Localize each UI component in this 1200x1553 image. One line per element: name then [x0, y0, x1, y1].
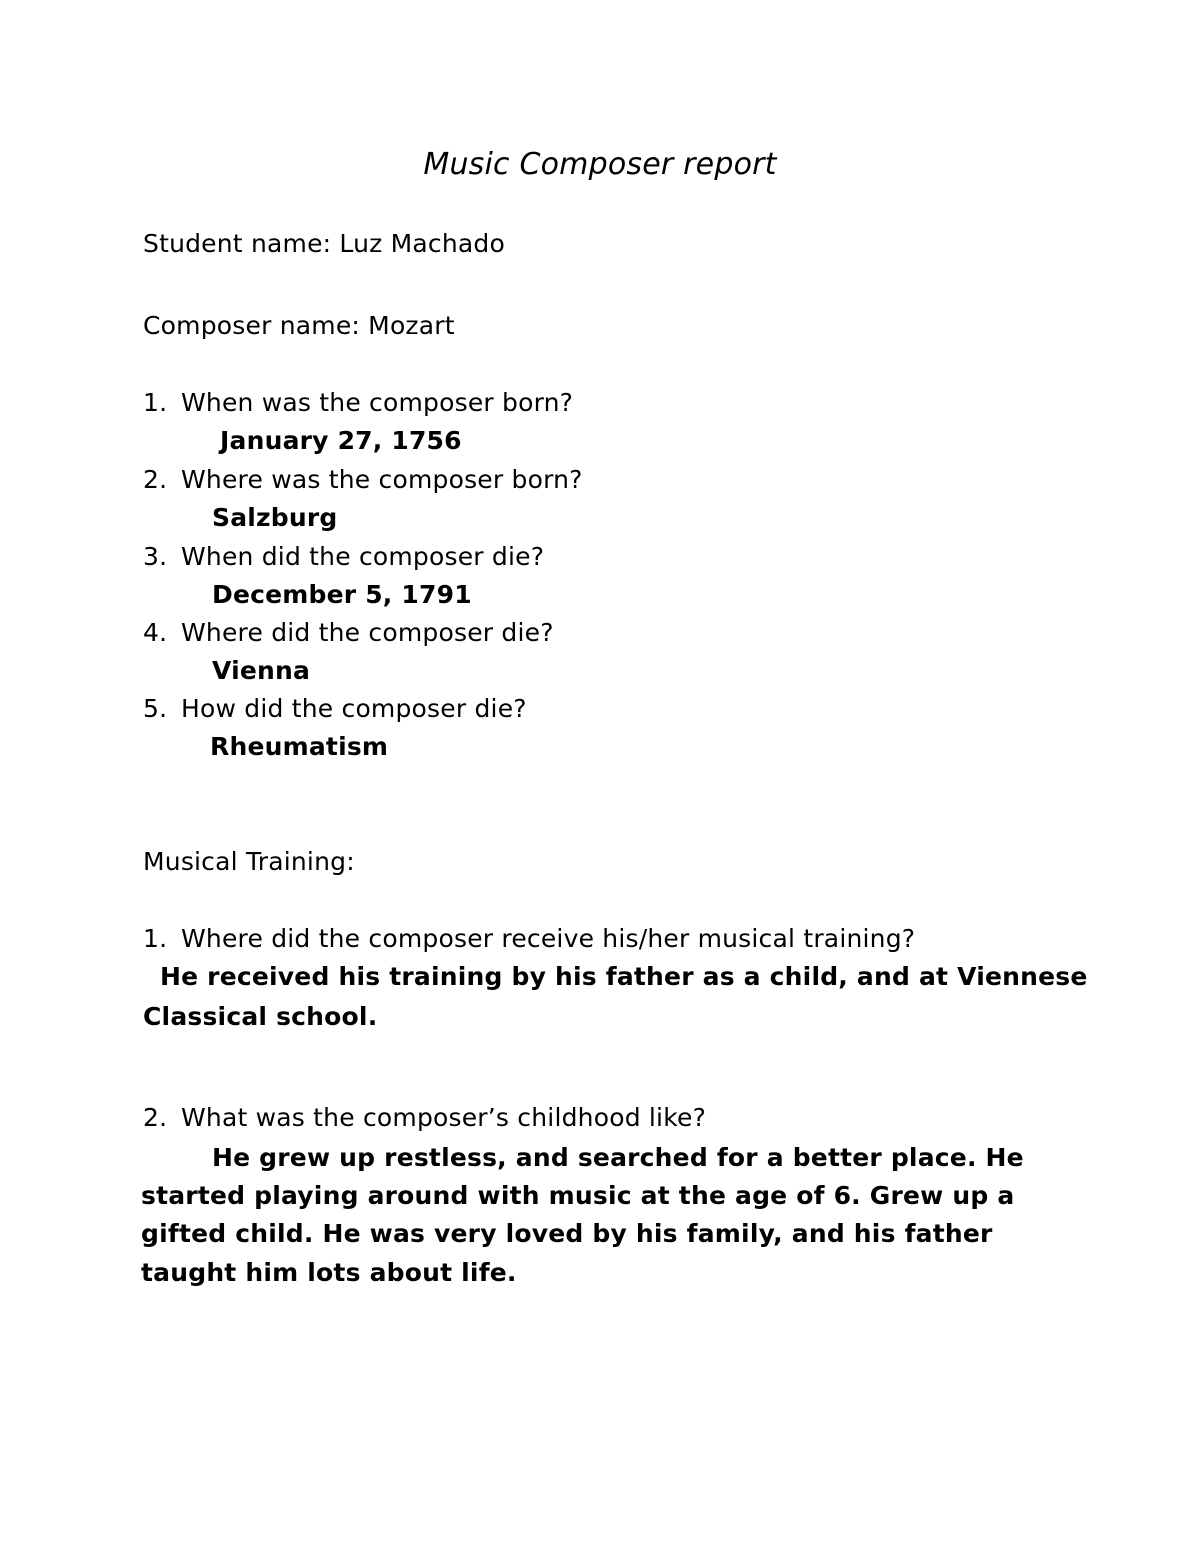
training-heading: Musical Training:: [143, 847, 355, 876]
training-answer-2-line-1: He grew up restless, and searched for a better place. He: [212, 1143, 1024, 1172]
answer-4: Vienna: [212, 656, 311, 685]
question-4: [143, 616, 554, 650]
answer-1: January 27, 1756: [220, 426, 462, 455]
question-1-number: 1.: [143, 388, 168, 417]
question-2: [143, 463, 583, 497]
question-5: [143, 692, 527, 726]
training-question-2-text: What was the composer’s childhood like?: [181, 1103, 707, 1132]
training-answer-2-line-4: taught him lots about life.: [141, 1258, 517, 1287]
training-question-1-number: 1.: [143, 924, 168, 953]
training-question-2-number: 2.: [143, 1103, 168, 1132]
question-1: [143, 386, 573, 420]
question-2-text: Where was the composer born?: [181, 465, 583, 494]
training-answer-1-line-1: He received his training by his father as a child, and at Viennese: [160, 962, 1088, 991]
training-answer-1-line-2: Classical school.: [143, 1002, 378, 1031]
question-4-number: 4.: [143, 618, 168, 647]
question-3-number: 3.: [143, 542, 168, 571]
training-question-1-text: Where did the composer receive his/her musical training?: [181, 924, 916, 953]
composer-name: Composer name: Mozart: [143, 311, 455, 340]
answer-3: December 5, 1791: [212, 580, 472, 609]
answer-2: Salzburg: [212, 503, 338, 532]
question-1-text: When was the composer born?: [181, 388, 574, 417]
training-answer-2-line-2: started playing around with music at the age of 6. Grew up a: [141, 1181, 1015, 1210]
student-name: Student name: Luz Machado: [143, 229, 505, 258]
question-5-number: 5.: [143, 694, 168, 723]
question-3: [143, 540, 544, 574]
answer-5: Rheumatism: [210, 732, 389, 761]
question-2-number: 2.: [143, 465, 168, 494]
question-5-text: How did the composer die?: [181, 694, 527, 723]
training-question-1: [143, 922, 915, 956]
training-answer-2-line-3: gifted child. He was very loved by his family, and his father: [141, 1219, 993, 1248]
page-title: Music Composer report: [423, 147, 777, 182]
question-3-text: When did the composer die?: [181, 542, 545, 571]
question-4-text: Where did the composer die?: [181, 618, 554, 647]
training-question-2: [143, 1101, 706, 1135]
